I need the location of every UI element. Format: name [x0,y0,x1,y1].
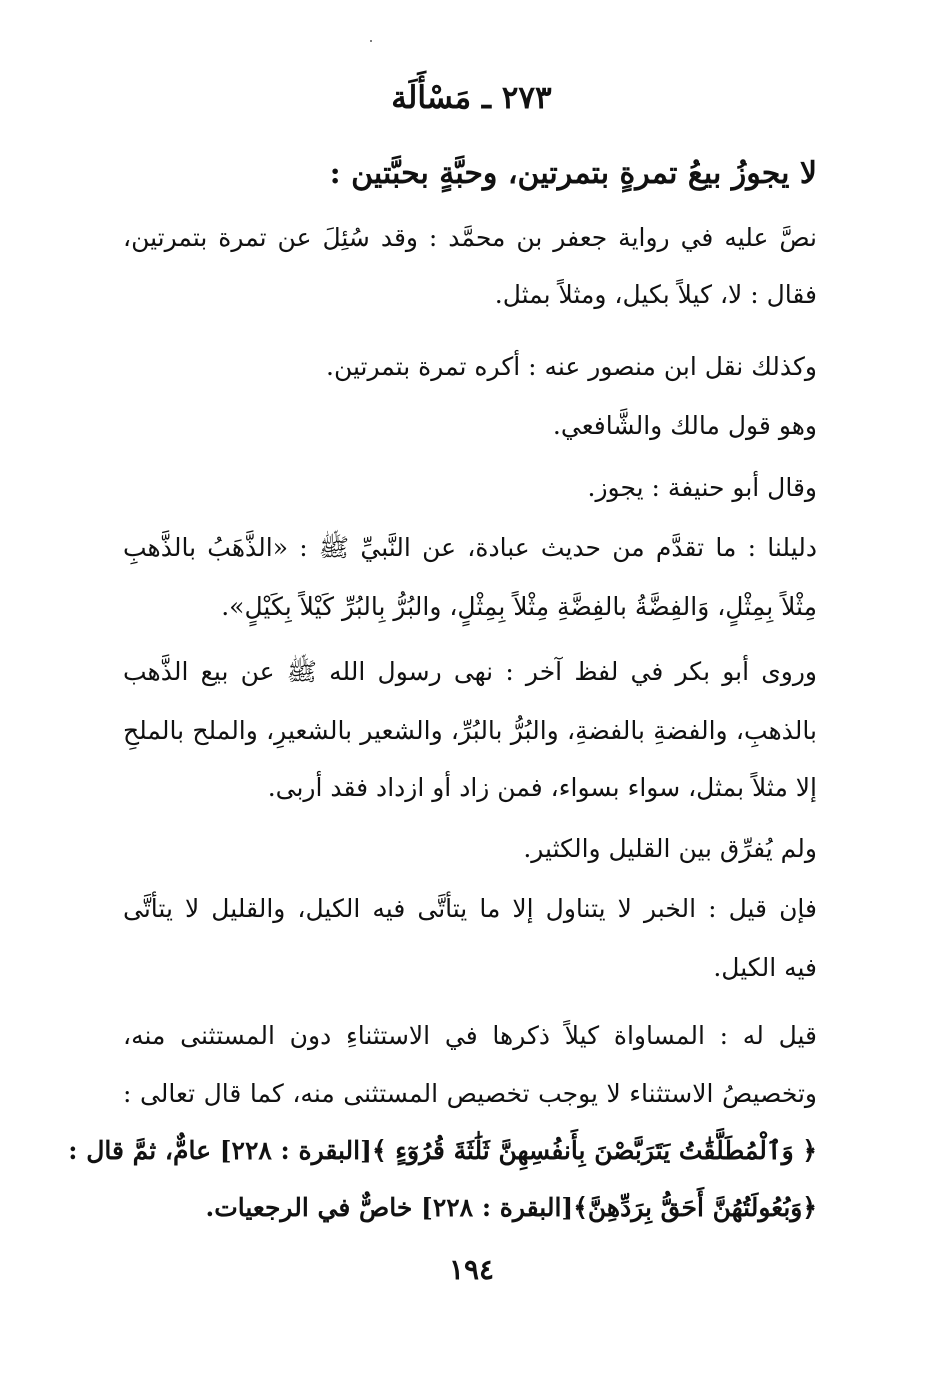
issue-title: لا يجوزُ بيعُ تمرةٍ بتمرتين، وحبَّةٍ بحبَّتين : [329,156,817,191]
text-line-8: وروى أبو بكر في لفظ آخر : نهى رسول الله ﷺ عن بيع الذَّهب [123,657,817,686]
text-line-17: ﴿وَبُعُولَتُهُنَّ أَحَقُّ بِرَدِّهِنَّ﴾[البقرة : ٢٢٨] خاصٌّ في الرجعيات. [205,1193,817,1222]
text-line-6: دليلنا : ما تقدَّم من حديث عبادة، عن النَّبيِّ ﷺ : «الذَّهَبُ بالذَّهبِ [123,533,817,562]
text-line-15: وتخصيصُ الاستثناء لا يوجب تخصيص المستثنى منه، كما قال تعالى : [123,1079,817,1108]
text-line-14: قيل له : المساواة كيلاً ذكرها في الاستثناءِ دون المستثنى منه، [123,1021,817,1050]
text-line-10: إلا مثلاً بمثل، سواء بسواء، فمن زاد أو ازداد فقد أربى. [267,773,817,802]
text-line-4: وهو قول مالك والشَّافعي. [552,411,817,440]
issue-number-heading: ٢٧٣ ـ مَسْأَلَة [391,80,552,116]
text-line-12: فإن قيل : الخبر لا يتناول إلا ما يتأتَّى فيه الكيل، والقليل لا يتأتَّى [123,894,817,923]
text-line-2: فقال : لا، كيلاً بكيل، ومثلاً بمثل. [494,280,817,309]
text-line-9: بالذهبِ، والفضةِ بالفضةِ، والبُرُّ بالبُرِّ، والشعير بالشعيرِ، والملح بالملحِ [123,716,817,745]
text-line-5: وقال أبو حنيفة : يجوز. [587,473,817,502]
text-line-11: ولم يُفرِّق بين القليل والكثير. [523,834,817,863]
text-line-3: وكذلك نقل ابن منصور عنه : أكره تمرة بتمرتين. [326,352,817,381]
text-line-13: فيه الكيل. [713,953,817,982]
page-number: ١٩٤ [448,1253,495,1286]
text-line-16: ﴿ وَٱلْمُطَلَّقَٰتُ يَتَرَبَّصْنَ بِأَنفُسِهِنَّ ثَلَٰثَةَ قُرُوٓءٍ ﴾[البقرة : ٢٢٨] عامٌّ، ثمَّ قال : [68,1136,817,1165]
speck-mark [370,40,372,42]
text-line-7: مِثْلاً بِمِثْلٍ، وَالفِضَّةُ بالفِضَّةِ مِثْلاً بِمِثْلٍ، والبُرُّ بِالبُرِّ كَيْلاً بِكَيْلٍ». [221,592,817,621]
text-line-1: نصَّ عليه في رواية جعفر بن محمَّد : وقد سُئِلَ عن تمرة بتمرتين، [123,223,817,252]
